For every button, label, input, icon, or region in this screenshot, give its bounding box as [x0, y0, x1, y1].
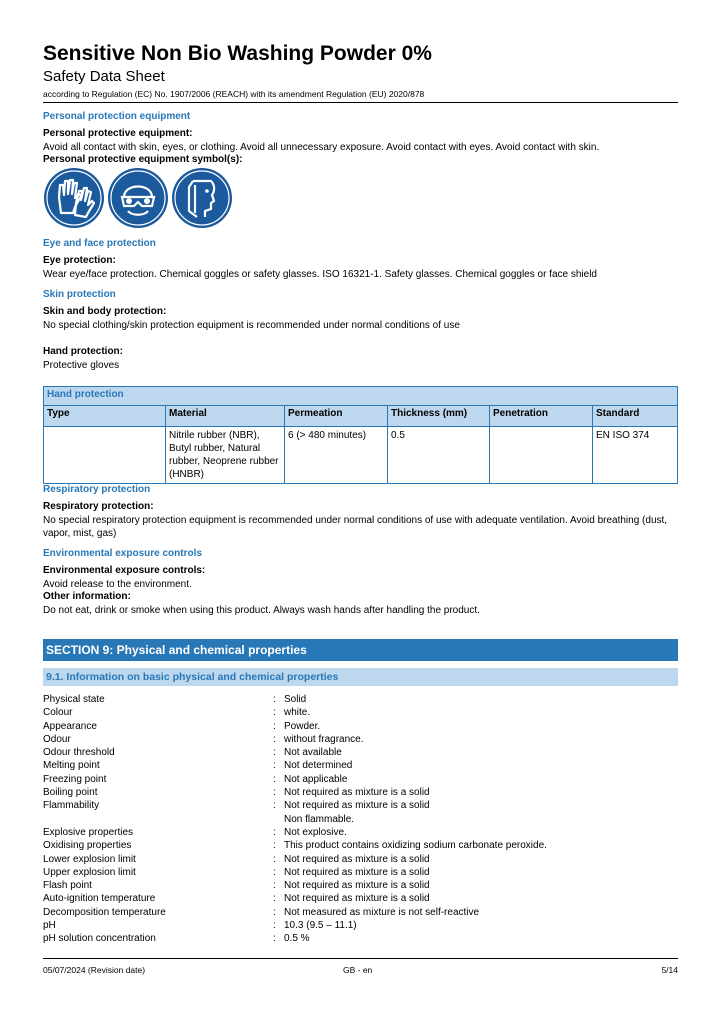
footer-divider [43, 958, 678, 959]
resp-label: Respiratory protection: [43, 501, 154, 512]
gloves-icon [43, 167, 105, 229]
property-colon: : [273, 906, 276, 918]
property-value: Not required as mixture is a solid [284, 866, 430, 878]
property-colon: : [273, 720, 276, 732]
property-row [43, 839, 678, 852]
property-name: Flash point [43, 880, 92, 892]
property-row [43, 799, 678, 812]
property-row [43, 813, 678, 826]
property-name: Auto-ignition temperature [43, 893, 156, 905]
regulation-line: according to Regulation (EC) No. 1907/2006 (REACH) with its amendment Regulation (EU) 2020/878 [43, 89, 425, 99]
property-name: Flammability [43, 800, 100, 812]
property-colon: : [273, 733, 276, 745]
cell-thickness: 0.5 [388, 427, 490, 484]
property-row [43, 879, 678, 892]
ppe-text: Avoid all contact with skin, eyes, or clothing. Avoid all unnecessary exposure. Avoid contact with eyes. Avoid contact with skin. [43, 142, 600, 153]
property-value: Not required as mixture is a solid [284, 800, 430, 812]
property-name: pH [43, 920, 56, 932]
property-colon: : [273, 880, 276, 892]
property-colon: : [273, 853, 276, 865]
ppe-heading: Personal protection equipment [43, 111, 191, 122]
property-value: 10.3 (9.5 – 11.1) [284, 920, 357, 932]
property-colon: : [273, 866, 276, 878]
property-value: Not available [284, 747, 342, 759]
property-name: Oxidising properties [43, 840, 132, 852]
face-shield-icon [171, 167, 233, 229]
table-row [44, 427, 678, 484]
property-name: Appearance [43, 720, 97, 732]
property-row [43, 932, 678, 945]
property-colon: : [273, 747, 276, 759]
property-colon: : [273, 773, 276, 785]
property-value: without fragrance. [284, 733, 364, 745]
property-colon: : [273, 760, 276, 772]
property-value: Not explosive. [284, 826, 347, 838]
property-row [43, 826, 678, 839]
property-name: Lower explosion limit [43, 853, 136, 865]
property-value: Not required as mixture is a solid [284, 893, 430, 905]
property-name: Explosive properties [43, 826, 134, 838]
property-row [43, 773, 678, 786]
eye-label: Eye protection: [43, 255, 116, 266]
property-row [43, 919, 678, 932]
property-colon: : [273, 800, 276, 812]
document-subtitle: Safety Data Sheet [43, 68, 165, 85]
skin-heading: Skin protection [43, 289, 116, 300]
property-value: Solid [284, 694, 307, 705]
property-row [43, 693, 678, 706]
property-name: Decomposition temperature [43, 906, 166, 918]
col-header-penetration: Penetration [490, 406, 593, 427]
cell-standard: EN ISO 374 [593, 427, 678, 484]
page-number: 5/14 [661, 965, 678, 975]
other-text: Do not eat, drink or smoke when using this product. Always wash hands after handling the product. [43, 605, 480, 616]
property-value: 0.5 % [284, 933, 310, 945]
property-value: Non flammable. [284, 813, 355, 825]
property-value: Powder. [284, 720, 321, 732]
property-name: Upper explosion limit [43, 866, 136, 878]
property-row [43, 720, 678, 733]
property-colon: : [273, 694, 276, 705]
header-divider [43, 102, 678, 103]
env-heading: Environmental exposure controls [43, 548, 202, 559]
property-value: Not measured as mixture is not self-reactive [284, 906, 480, 918]
property-value: Not required as mixture is a solid [284, 787, 430, 799]
property-name: Odour [43, 733, 71, 745]
property-row [43, 786, 678, 799]
property-value: This product contains oxidizing sodium carbonate peroxide. [284, 840, 547, 852]
property-row [43, 746, 678, 759]
hand-text: Protective gloves [43, 360, 120, 371]
property-name: pH solution concentration [43, 933, 156, 945]
property-value: white. [284, 707, 311, 719]
property-name: Freezing point [43, 773, 107, 785]
language-code: GB - en [343, 965, 373, 975]
revision-date: 05/07/2024 (Revision date) [43, 965, 146, 975]
property-value: Not required as mixture is a solid [284, 880, 430, 892]
resp-text: No special respiratory protection equipment is recommended under normal conditions of use with adequate ventilation. Avoid breathing (dust, vapor, mist, gas) [43, 515, 668, 539]
document-title: Sensitive Non Bio Washing Powder 0% [43, 42, 432, 65]
cell-type [44, 427, 166, 484]
ppe-symbols-label: Personal protective equipment symbol(s): [43, 154, 243, 165]
cell-permeation: 6 (> 480 minutes) [285, 427, 388, 484]
ppe-label: Personal protective equipment: [43, 128, 193, 139]
property-value: Not determined [284, 760, 353, 772]
cell-material: Nitrile rubber (NBR), Butyl rubber, Natural rubber, Neoprene rubber (HNBR) [166, 427, 285, 484]
goggles-icon [107, 167, 169, 229]
other-label: Other information: [43, 591, 131, 602]
property-colon: : [273, 920, 276, 932]
table-header-row [44, 406, 678, 427]
property-name: Melting point [43, 760, 100, 772]
property-row [43, 706, 678, 719]
property-name: Odour threshold [43, 747, 115, 759]
col-header-permeation: Permeation [285, 406, 388, 427]
property-row [43, 733, 678, 746]
property-name: Boiling point [43, 787, 98, 799]
env-text: Avoid release to the environment. [43, 579, 192, 590]
properties-list [43, 693, 678, 946]
env-label: Environmental exposure controls: [43, 565, 206, 576]
col-header-standard: Standard [593, 406, 678, 427]
hand-protection-table [43, 386, 678, 484]
property-colon: : [273, 826, 276, 838]
hand-label: Hand protection: [43, 346, 123, 357]
property-row [43, 759, 678, 772]
property-colon: : [273, 933, 276, 945]
property-colon: : [273, 707, 276, 719]
property-colon: : [273, 840, 276, 852]
property-row [43, 906, 678, 919]
cell-penetration [490, 427, 593, 484]
eye-text: Wear eye/face protection. Chemical goggles or safety glasses. ISO 16321-1. Safety glasses. Chemical goggles or face shield [43, 269, 597, 280]
eye-heading: Eye and face protection [43, 238, 156, 249]
resp-heading: Respiratory protection [43, 484, 151, 495]
property-colon: : [273, 787, 276, 799]
property-value: Not applicable [284, 773, 348, 785]
property-value: Not required as mixture is a solid [284, 853, 430, 865]
property-row [43, 892, 678, 905]
col-header-material: Material [166, 406, 285, 427]
skin-body-text: No special clothing/skin protection equipment is recommended under normal conditions of use [43, 320, 460, 331]
section-9-1-title: 9.1. Information on basic physical and chemical properties [43, 668, 678, 686]
col-header-thickness: Thickness (mm) [388, 406, 490, 427]
skin-body-label: Skin and body protection: [43, 306, 167, 317]
property-name: Physical state [43, 694, 105, 705]
col-header-type: Type [44, 406, 166, 427]
property-row [43, 866, 678, 879]
property-colon: : [273, 893, 276, 905]
property-name: Colour [43, 707, 73, 719]
section-9-title: SECTION 9: Physical and chemical properties [43, 639, 678, 661]
property-row [43, 853, 678, 866]
table-caption: Hand protection [44, 387, 678, 406]
